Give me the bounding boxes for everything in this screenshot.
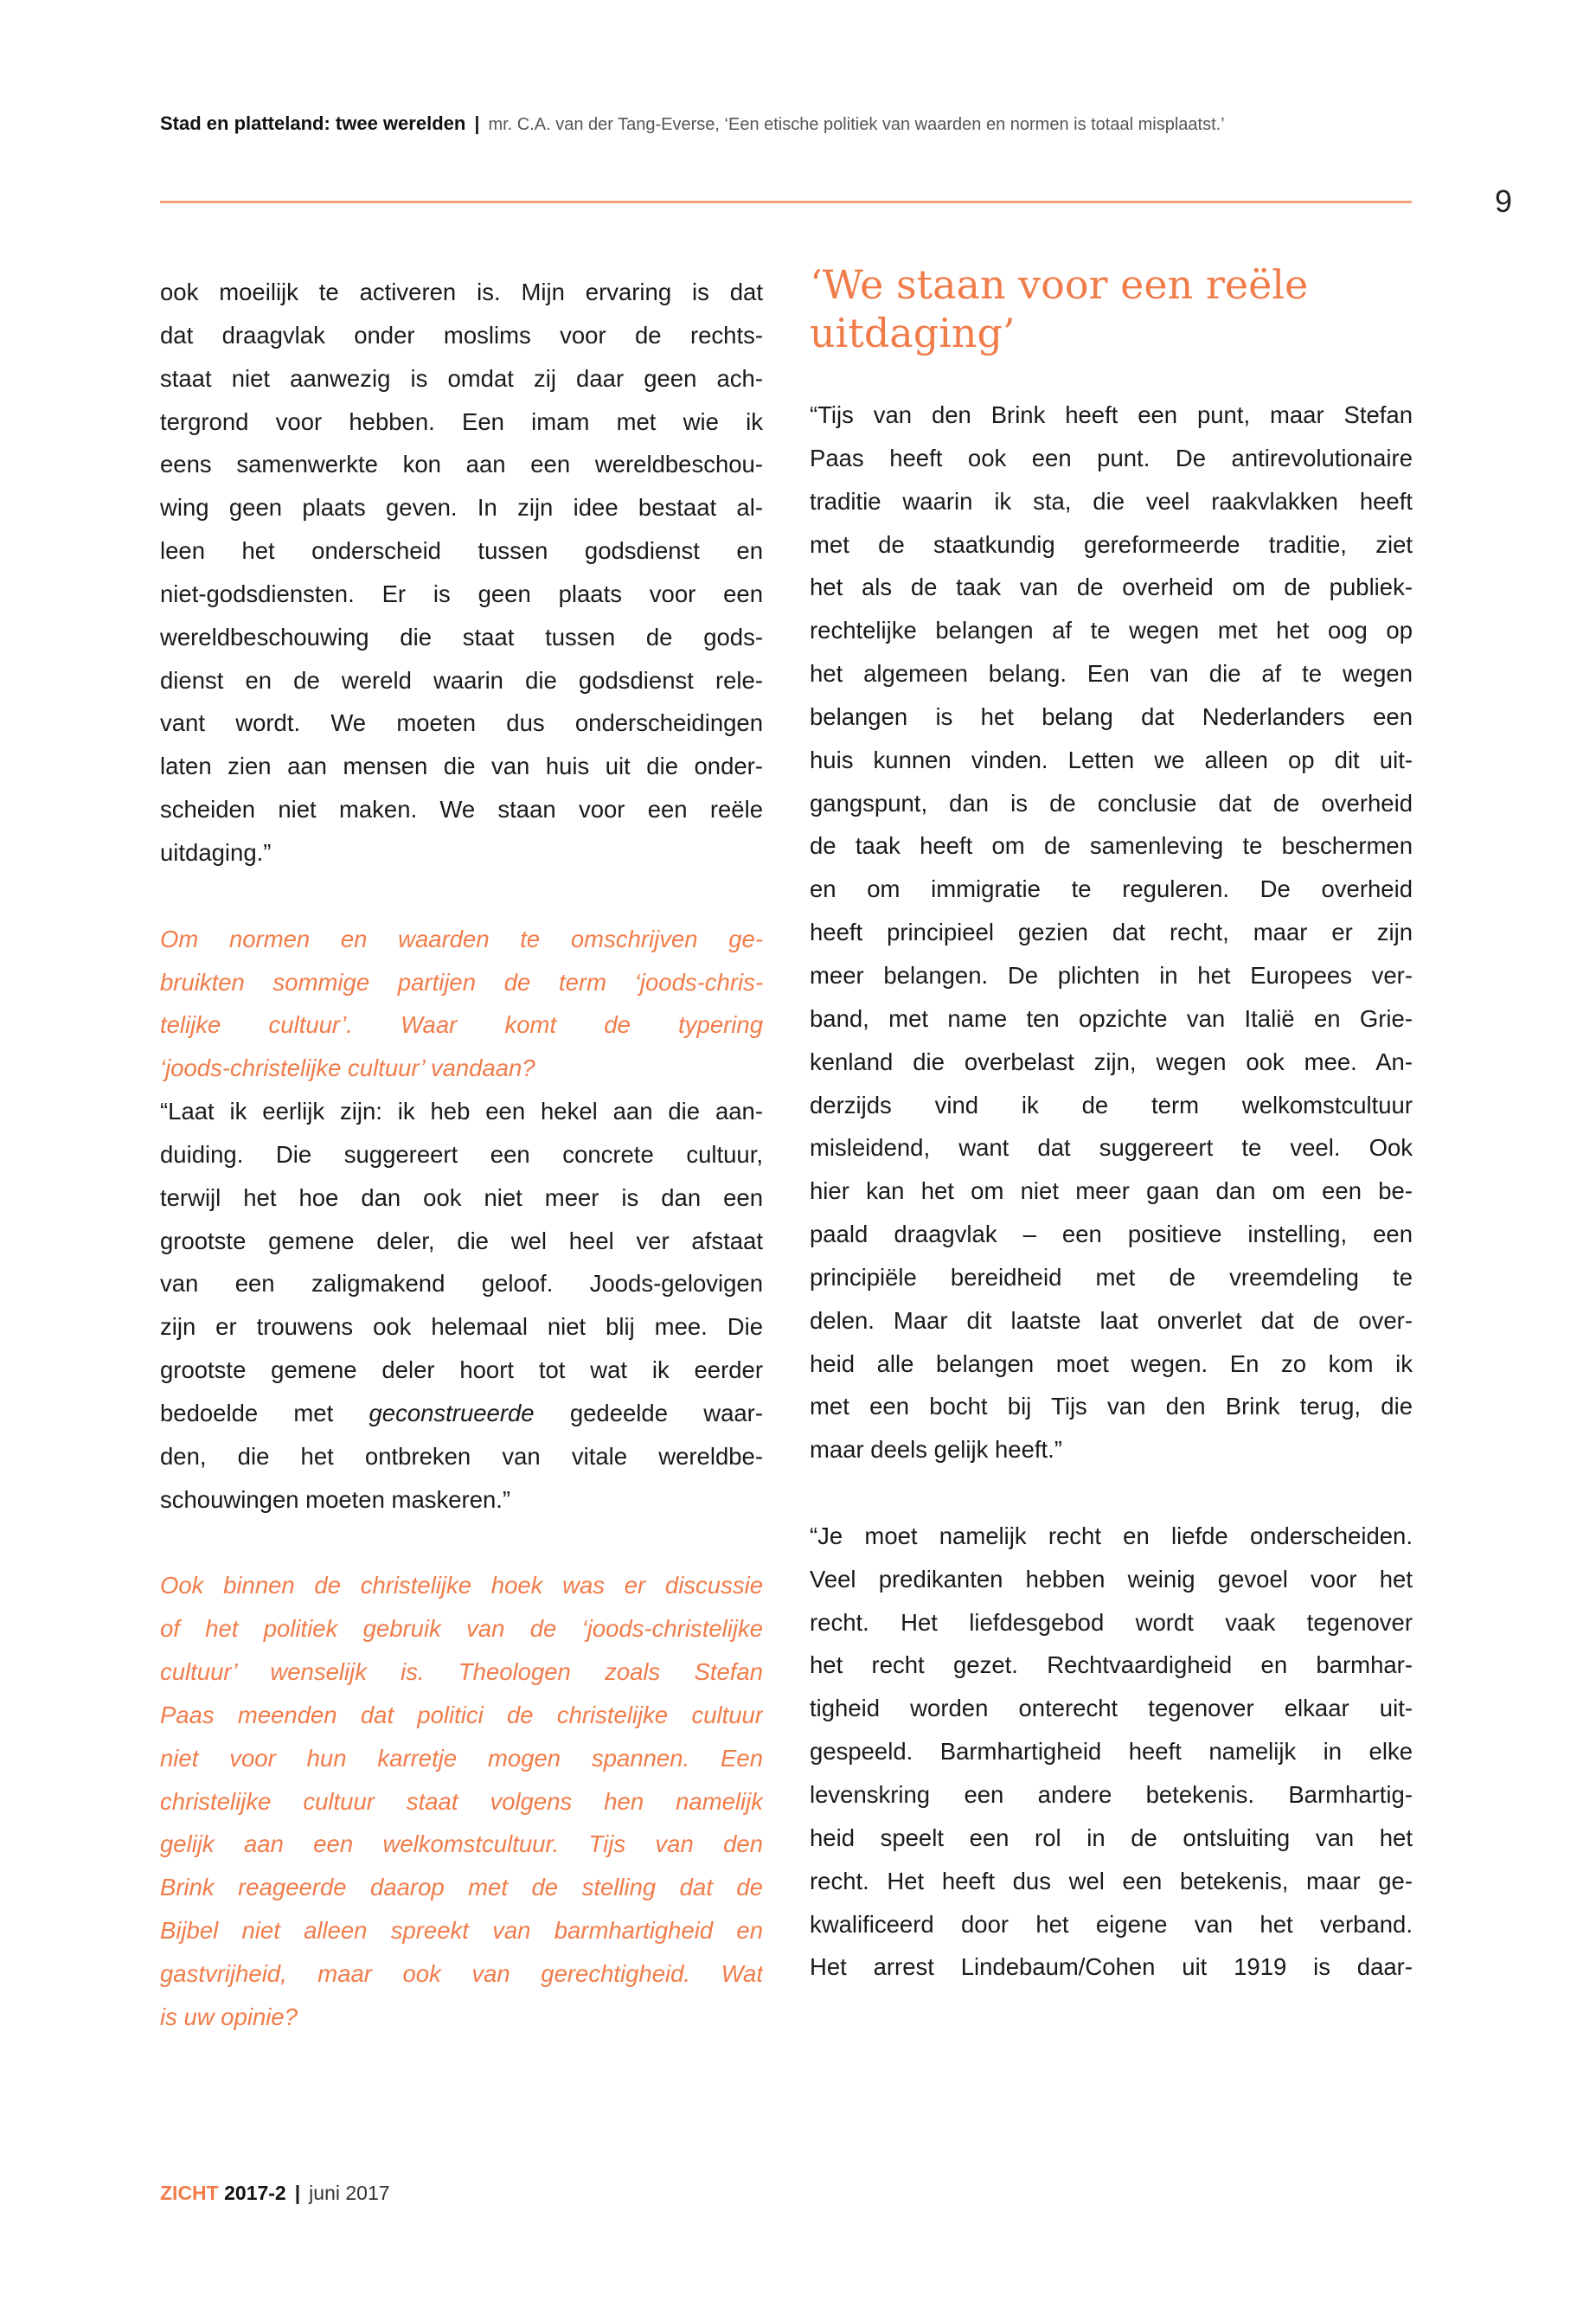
text-line: de taak heeft om de samenleving te beschermen xyxy=(810,832,1413,860)
article-title: mr. C.A. van der Tang-Everse, ‘Een etische politiek van waarden en normen is totaal misplaatst.’ xyxy=(488,115,1225,134)
text-line: maar deels gelijk heeft.” xyxy=(810,1436,1062,1464)
text-line: tigheid worden onterecht tegenover elkaar uit- xyxy=(810,1695,1413,1722)
running-header xyxy=(160,112,1225,135)
issue-number: 2017-2 xyxy=(224,2182,286,2204)
text-line: grootste gemene deler hoort tot wat ik eerder xyxy=(160,1356,763,1384)
interview-question xyxy=(160,918,763,1090)
text-line: Ook binnen de christelijke hoek was er discussie xyxy=(160,1572,763,1599)
interview-answer xyxy=(810,394,1413,1471)
header-rule xyxy=(160,201,1412,203)
text-line: gastvrijheid, maar ook van gerechtigheid. Wat xyxy=(160,1959,763,1987)
text-line: heeft principieel gezien dat recht, maar er zijn xyxy=(810,919,1413,946)
text-line: wereldbeschouwing die staat tussen de gods- xyxy=(160,623,763,651)
text-line: gelijk aan een welkomstcultuur. Tijs van den xyxy=(160,1830,763,1858)
text-line: wing geen plaats geven. In zijn idee bestaat al- xyxy=(160,494,763,522)
text-line: eens samenwerkte kon aan een wereldbeschou- xyxy=(160,451,763,478)
text-line: of het politiek gebruik van de ‘joods-christelijke xyxy=(160,1615,763,1643)
interview-question xyxy=(160,1564,763,2038)
text-line: heid alle belangen moet wegen. En zo kom ik xyxy=(810,1349,1413,1377)
footer-separator: | xyxy=(294,2182,301,2204)
text-line: met de staatkundig gereformeerde traditie, ziet xyxy=(810,530,1413,558)
text-line: telijke cultuur’. Waar komt de typering xyxy=(160,1011,763,1039)
right-column-body xyxy=(810,394,1413,1989)
text-segment: bedoelde met xyxy=(160,1399,369,1426)
text-line: bruikten sommige partijen de term ‘joods-chris- xyxy=(160,968,763,996)
heading-line: ‘We staan voor een reële xyxy=(810,261,1309,308)
text-line: hier kan het om niet meer gaan dan om een be- xyxy=(810,1177,1413,1205)
text-line: “Laat ik eerlijk zijn: ik heb een hekel aan die aan- xyxy=(160,1098,763,1125)
right-column xyxy=(810,261,1413,1989)
page-number: 9 xyxy=(1495,183,1513,219)
text-line: ‘joods-christelijke cultuur’ vandaan? xyxy=(160,1054,535,1082)
interview-answer xyxy=(810,1515,1413,1989)
section-heading xyxy=(810,260,1413,357)
text-line: grootste gemene deler, die wel heel ver afstaat xyxy=(160,1227,763,1254)
paragraph-gap xyxy=(160,875,763,918)
interview-answer xyxy=(160,271,763,875)
text-line: duiding. Die suggereert een concrete cultuur, xyxy=(160,1140,763,1168)
text-line: heid speelt een rol in de ontsluiting van het xyxy=(810,1823,1413,1851)
issue-date: juni 2017 xyxy=(309,2182,390,2204)
text-line: het als de taak van de overheid om de publiek- xyxy=(810,574,1413,601)
interview-answer xyxy=(160,1090,763,1521)
text-line: levenskring een andere betekenis. Barmhartig- xyxy=(810,1781,1413,1808)
text-line: paald draagvlak – een positieve instelling, een xyxy=(810,1221,1413,1248)
text-line: delen. Maar dit laatste laat onverlet dat de over- xyxy=(810,1306,1413,1334)
text-line: dienst en de wereld waarin die godsdienst rele- xyxy=(160,666,763,694)
text-line: gangspunt, dan is de conclusie dat de overheid xyxy=(810,789,1413,817)
heading-line: uitdaging’ xyxy=(810,310,1016,356)
text-line: misleidend, want dat suggereert te veel. Ook xyxy=(810,1134,1413,1162)
text-line: Veel predikanten hebben weinig gevoel voor het xyxy=(810,1565,1413,1593)
text-line: uitdaging.” xyxy=(160,838,272,866)
left-column xyxy=(160,271,763,2039)
text-line: Het arrest Lindebaum/Cohen uit 1919 is daar- xyxy=(810,1953,1413,1981)
text-line: principiële bereidheid met de vreemdeling te xyxy=(810,1263,1413,1291)
text-line: belangen is het belang dat Nederlanders een xyxy=(810,702,1413,730)
text-line: gespeeld. Barmhartigheid heeft namelijk in elke xyxy=(810,1738,1413,1766)
text-line: christelijke cultuur staat volgens hen namelijk xyxy=(160,1787,763,1815)
text-line: scheiden niet maken. We staan voor een reële xyxy=(160,796,763,824)
text-line: “Je moet namelijk recht en liefde onderscheiden. xyxy=(810,1522,1413,1549)
text-line xyxy=(160,1392,763,1435)
text-line: niet-godsdiensten. Er is geen plaats voor een xyxy=(160,580,763,607)
text-line: band, met name ten opzichte van Italië en Grie- xyxy=(810,1004,1413,1032)
text-line: Bijbel niet alleen spreekt van barmhartigheid en xyxy=(160,1917,763,1945)
text-line: dat draagvlak onder moslims voor de rechts- xyxy=(160,321,763,349)
paragraph-gap xyxy=(160,1521,763,1564)
text-line: schouwingen moeten maskeren.” xyxy=(160,1485,511,1513)
text-line: het algemeen belang. Een van die af te wegen xyxy=(810,660,1413,688)
text-line: is uw opinie? xyxy=(160,2003,298,2030)
text-line: en om immigratie te reguleren. De overheid xyxy=(810,875,1413,903)
text-line: kenland die overbelast zijn, wegen ook mee. An- xyxy=(810,1048,1413,1075)
paragraph-gap xyxy=(810,1471,1413,1515)
text-line: zijn er trouwens ook helemaal niet blij mee. Die xyxy=(160,1313,763,1341)
text-line: kwalificeerd door het eigene van het verband. xyxy=(810,1910,1413,1938)
footer xyxy=(160,2182,390,2205)
text-line: huis kunnen vinden. Letten we alleen op dit uit- xyxy=(810,746,1413,773)
text-line: meer belangen. De plichten in het Europees ver- xyxy=(810,961,1413,989)
text-line: den, die het ontbreken van vitale wereldbe- xyxy=(160,1442,763,1470)
text-line: Paas heeft ook een punt. De antirevolutionaire xyxy=(810,444,1413,471)
text-line: laten zien aan mensen die van huis uit die onder- xyxy=(160,753,763,780)
text-line: “Tijs van den Brink heeft een punt, maar Stefan xyxy=(810,401,1413,428)
text-line: recht. Het heeft dus wel een betekenis, maar ge- xyxy=(810,1867,1413,1894)
text-line: cultuur’ wenselijk is. Theologen zoals Stefan xyxy=(160,1658,763,1685)
text-line: het recht gezet. Rechtvaardigheid en barmhar- xyxy=(810,1651,1413,1679)
text-line: ook moeilijk te activeren is. Mijn ervaring is dat xyxy=(160,279,763,305)
text-line: derzijds vind ik de term welkomstcultuur xyxy=(810,1091,1413,1118)
text-line: tergrond voor hebben. Een imam met wie ik xyxy=(160,407,763,435)
header-separator: | xyxy=(474,112,480,134)
magazine-name: ZICHT xyxy=(160,2182,219,2204)
text-line: terwijl het hoe dan ook niet meer is dan een xyxy=(160,1183,763,1211)
text-line: recht. Het liefdesgebod wordt vaak tegenover xyxy=(810,1608,1413,1636)
text-line: niet voor hun karretje mogen spannen. Een xyxy=(160,1744,763,1772)
text-line: staat niet aanwezig is omdat zij daar geen ach- xyxy=(160,364,763,392)
section-title: Stad en platteland: twee werelden xyxy=(160,112,466,134)
text-line: traditie waarin ik sta, die veel raakvlakken heeft xyxy=(810,487,1413,515)
text-line: Om normen en waarden te omschrijven ge- xyxy=(160,925,763,952)
text-line: met een bocht bij Tijs van den Brink terug, die xyxy=(810,1393,1413,1420)
text-segment: gedeelde waar- xyxy=(534,1399,763,1426)
text-line: rechtelijke belangen af te wegen met het oog op xyxy=(810,617,1413,644)
text-line: leen het onderscheid tussen godsdienst en xyxy=(160,537,763,565)
text-line: Paas meenden dat politici de christelijke cultuur xyxy=(160,1701,763,1728)
text-line: van een zaligmakend geloof. Joods-gelovigen xyxy=(160,1270,763,1298)
text-line: Brink reageerde daarop met de stelling dat de xyxy=(160,1874,763,1901)
emphasis: geconstrueerde xyxy=(369,1399,535,1426)
text-line: vant wordt. We moeten dus onderscheidingen xyxy=(160,709,763,737)
